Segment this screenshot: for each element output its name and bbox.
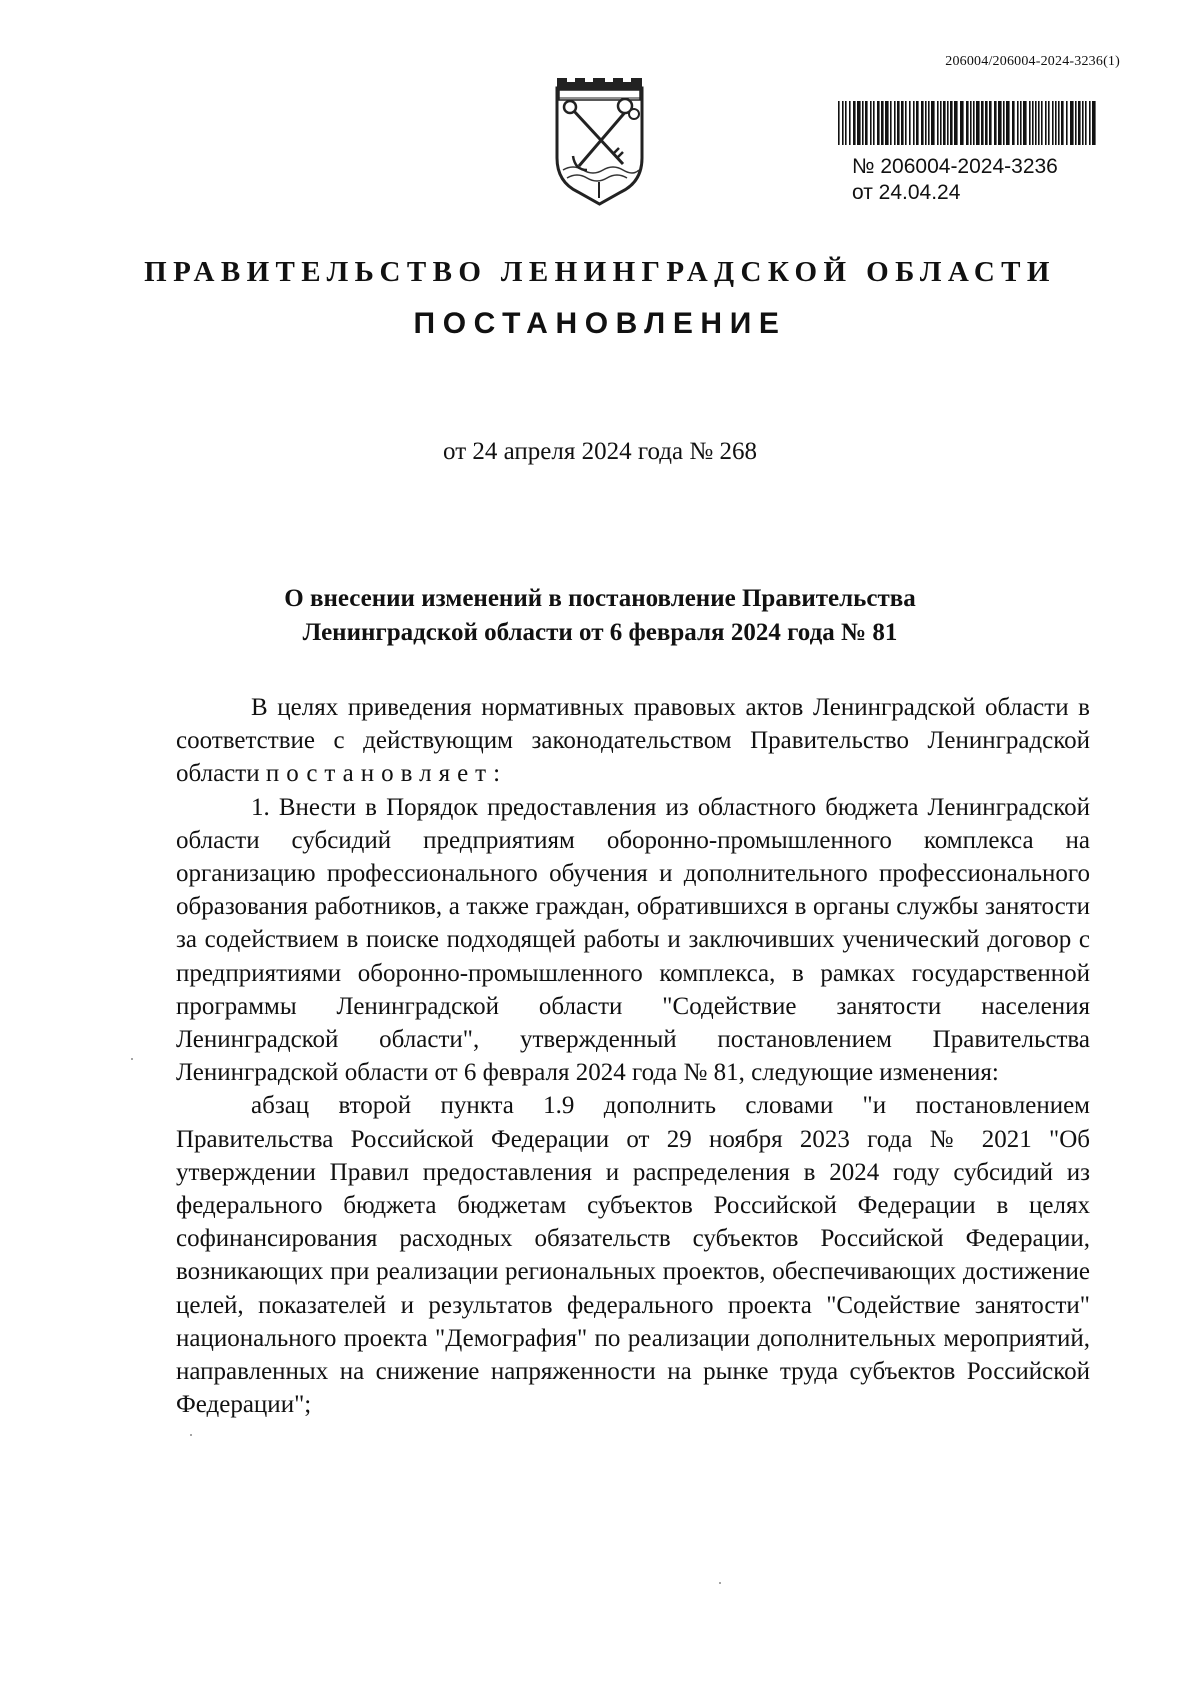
- barcode-bar: [853, 101, 856, 145]
- barcode-bar: [838, 101, 840, 145]
- barcode-bar: [1048, 101, 1050, 145]
- coat-of-arms-icon: [553, 74, 646, 208]
- barcode-bar: [1085, 101, 1087, 145]
- barcode-bar: [1061, 101, 1064, 145]
- barcode-bar: [1075, 101, 1077, 145]
- barcode-bar: [950, 101, 953, 145]
- barcode-bar: [928, 101, 930, 145]
- barcode-bar: [1038, 101, 1040, 145]
- preamble-paragraph: [176, 691, 1090, 791]
- preamble-colon: :: [493, 760, 501, 788]
- barcode-bar: [1045, 101, 1047, 145]
- barcode-bar: [913, 101, 915, 145]
- barcode-bar: [845, 101, 847, 145]
- preamble-text: В целях приведения нормативных правовых актов Ленинградской области в соответствие с действующим законодательством Правительство Ленинградской области: [176, 694, 1090, 788]
- barcode-bar: [970, 101, 972, 145]
- subject-line-1: О внесении изменений в постановление Правительства: [284, 585, 916, 612]
- barcode-bar: [1055, 101, 1057, 145]
- barcode-bar: [998, 101, 1002, 145]
- barcode-bar: [909, 101, 911, 145]
- barcode-bar: [894, 101, 896, 145]
- registration-code-top: 206004/206004-2024-3236(1): [945, 54, 1120, 69]
- barcode-bar: [1029, 101, 1031, 145]
- item-1-paragraph: 1. Внести в Порядок предоставления из областного бюджета Ленинградской области субсидий предприятиям оборонно-промышленного комплекса на организацию профессионального обучения и дополнительного профессионального образования работников, а также граждан, обратившихся в органы службы занятости за содействием в поиске подходящей работы и заключивших ученический договор с предприятиями оборонно-промышленного комплекса, в рамках государственной программы Ленинградской области "Содействие занятости населения Ленинградской области", утвержденный постановлением Правительства Ленинградской области от 6 февраля 2024 года № 81, следующие изменения:: [176, 793, 1090, 1087]
- barcode-bar: [931, 101, 935, 145]
- barcode-bar: [960, 101, 964, 145]
- barcode-bar: [877, 101, 880, 145]
- barcode-bar: [897, 101, 900, 145]
- registration-date: от 24.04.24: [852, 181, 961, 204]
- barcode-bar: [905, 101, 907, 145]
- barcode-bar: [1023, 101, 1027, 145]
- scan-speck: [719, 1582, 721, 1584]
- barcode-bar: [842, 101, 844, 145]
- barcode-bar: [1012, 101, 1015, 145]
- barcode-bar: [1078, 101, 1081, 145]
- barcode-bar: [873, 101, 875, 145]
- barcode-bar: [1092, 101, 1096, 145]
- barcode-bar: [1032, 101, 1034, 145]
- barcode-bar: [973, 101, 975, 145]
- barcode-bar: [849, 101, 851, 145]
- barcode-bar: [870, 101, 872, 145]
- document-subject: [220, 582, 980, 650]
- barcode-bar: [890, 101, 892, 145]
- scan-speck: [131, 1058, 133, 1060]
- barcode-bar: [1082, 101, 1084, 145]
- barcode-bar: [1089, 101, 1091, 145]
- barcode-bar: [1003, 101, 1005, 145]
- document-type: ПОСТАНОВЛЕНИЕ: [413, 307, 787, 340]
- barcode-bar: [921, 101, 924, 145]
- barcode-bar: [1017, 101, 1019, 145]
- subject-line-2: Ленинградской области от 6 февраля 2024 года № 81: [302, 619, 898, 646]
- barcode-bar: [865, 101, 868, 145]
- barcode-bar: [966, 101, 969, 145]
- barcode-bar: [954, 101, 958, 145]
- barcode-bar: [976, 101, 980, 145]
- amendment-paragraph: абзац второй пункта 1.9 дополнить словами "и постановлением Правительства Российской Федерации от 29 ноября 2023 года № 2021 "Об утверждении Правил предоставления и распределения в 2024 году субсидий из федерального бюджета бюджетам субъектов Российской Федерации в целях софинансирования расходных обязательств субъектов Российской Федерации, возникающих при реализации региональных проектов, обеспечивающих достижение целей, показателей и результатов федерального проекта "Содействие занятости" национального проекта "Демография" по реализации дополнительных мероприятий, направленных на снижение напряженности на рынке труда субъектов Российской Федерации";: [176, 1092, 1090, 1419]
- barcode-bar: [1066, 101, 1068, 145]
- barcode-bar: [981, 101, 984, 145]
- registration-number: № 206004-2024-3236: [852, 155, 1058, 178]
- preamble-verb: постановляет: [265, 760, 494, 788]
- barcode-bar: [1058, 101, 1060, 145]
- barcode-bar: [994, 101, 997, 145]
- barcode-bar: [1052, 101, 1054, 145]
- scan-speck: [190, 1434, 192, 1436]
- registration-block: [852, 154, 1112, 206]
- issuer-title: ПРАВИТЕЛЬСТВО ЛЕНИНГРАДСКОЙ ОБЛАСТИ: [144, 256, 1056, 288]
- barcode-bar: [1041, 101, 1043, 145]
- barcode-bar: [947, 101, 949, 145]
- barcode-bar: [937, 101, 939, 145]
- document-body: [176, 691, 1090, 1421]
- barcode-bar: [989, 101, 992, 145]
- barcode-bar: [901, 101, 904, 145]
- barcode-bar: [1035, 101, 1037, 145]
- barcode-bar: [1006, 101, 1010, 145]
- barcode-bar: [940, 101, 942, 145]
- document-date-number: от 24 апреля 2024 года № 268: [443, 438, 757, 465]
- barcode-bar: [985, 101, 988, 145]
- barcode-bar: [862, 101, 864, 145]
- barcode-bar: [925, 101, 927, 145]
- barcode-bar: [857, 101, 861, 145]
- barcode-bar: [1070, 101, 1074, 145]
- barcode-bar: [885, 101, 889, 145]
- barcode-bar: [881, 101, 884, 145]
- barcode-bar: [916, 101, 919, 145]
- barcode-bar: [1020, 101, 1022, 145]
- barcode-bar: [943, 101, 946, 145]
- barcode-icon: [838, 101, 1097, 145]
